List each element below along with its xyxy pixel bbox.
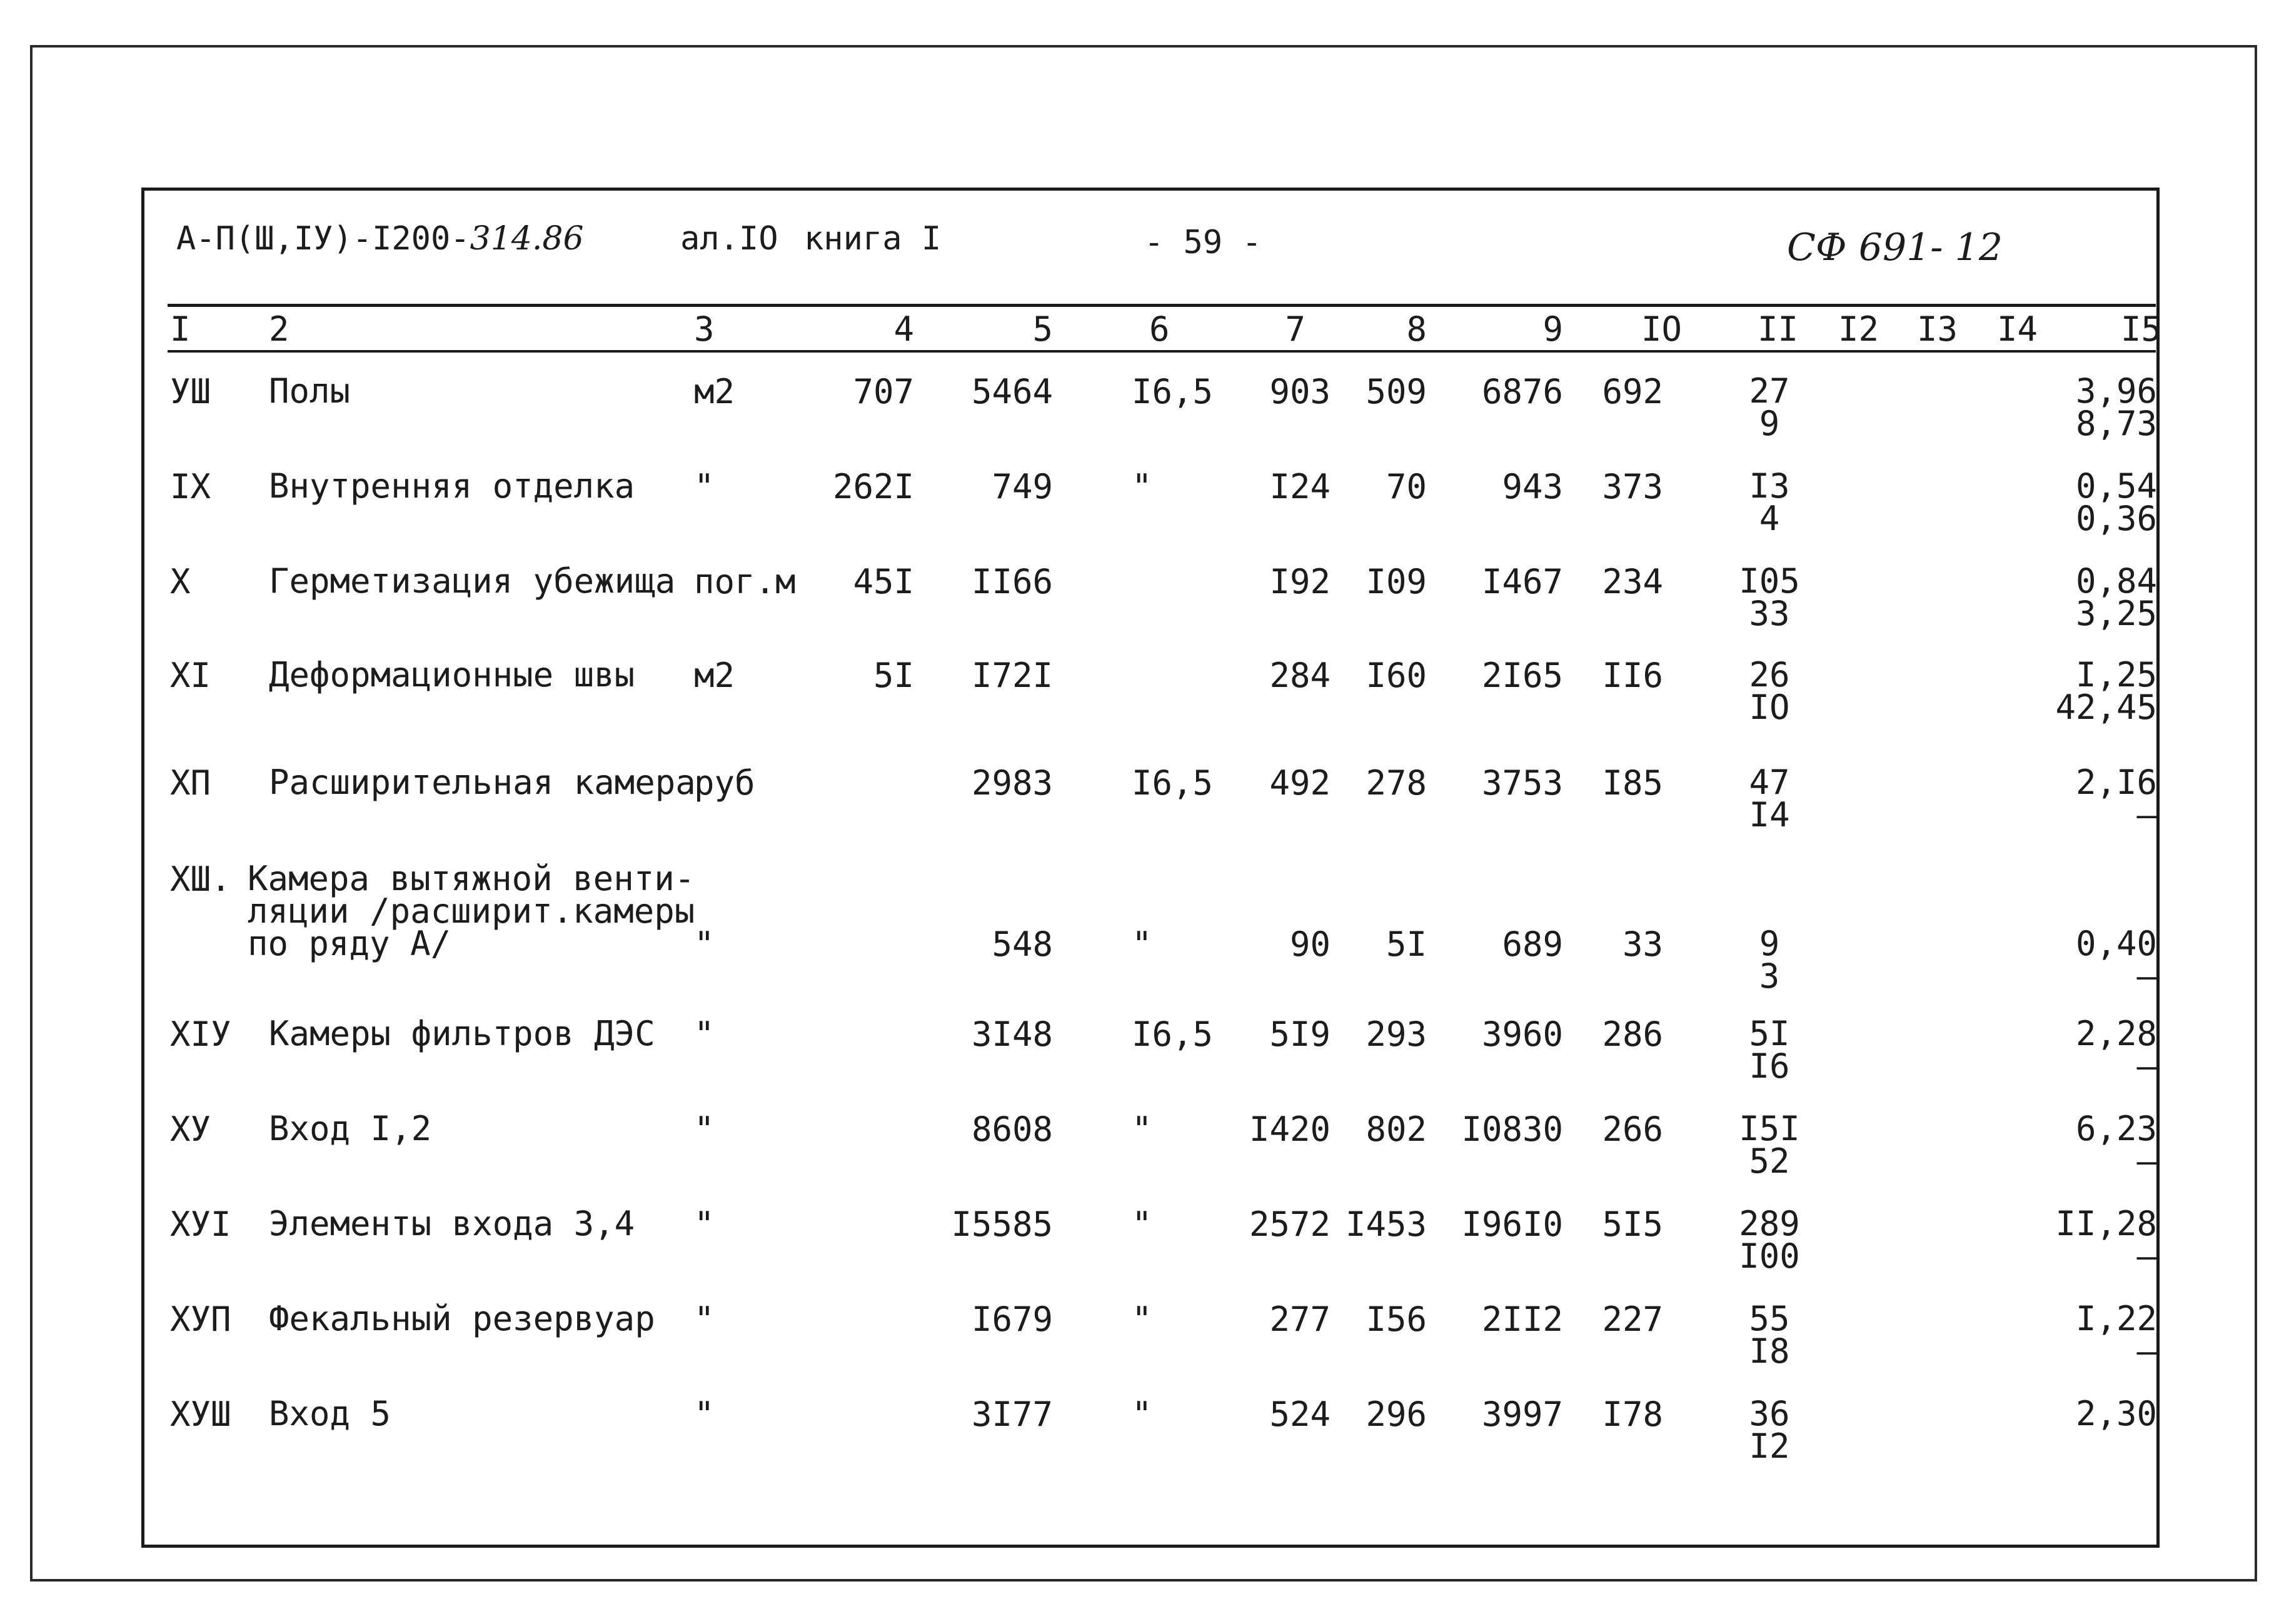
row-name-line: Вход I,2 bbox=[269, 1109, 432, 1148]
cell-c15 bbox=[2075, 371, 2157, 443]
cell-c7: 524 bbox=[1269, 1395, 1331, 1434]
cell-c15 bbox=[2075, 1109, 2157, 1181]
cell-c11-line: 9 bbox=[1759, 404, 1780, 443]
cell-c9: 6876 bbox=[1481, 372, 1563, 411]
row-name-line: Полы bbox=[269, 371, 351, 411]
cell-c11-line: I6 bbox=[1749, 1046, 1790, 1086]
cell-c11-line: 289 bbox=[1739, 1204, 1800, 1243]
cell-c11-line: 5I bbox=[1749, 1014, 1790, 1053]
cell-c15-line: I,22 bbox=[2075, 1299, 2157, 1338]
cell-c15-line: II,28 bbox=[2055, 1204, 2157, 1243]
cell-c15 bbox=[2075, 466, 2157, 538]
cell-c11-line: 27 bbox=[1749, 371, 1790, 411]
cell-unit: " bbox=[694, 1395, 715, 1434]
column-header-4: 4 bbox=[893, 309, 914, 349]
cell-c15 bbox=[2075, 924, 2157, 996]
cell-c5: 8608 bbox=[971, 1110, 1053, 1149]
cell-unit: м2 bbox=[694, 656, 735, 695]
cell-c11-line: 26 bbox=[1749, 655, 1790, 694]
row-number: XУП bbox=[170, 1300, 231, 1339]
cell-c11 bbox=[1726, 466, 1813, 538]
cell-c6: " bbox=[1132, 1110, 1152, 1149]
row-name-line: ляции /расширит.камеры bbox=[248, 891, 695, 931]
cell-c8: 509 bbox=[1366, 372, 1427, 411]
cell-c11 bbox=[1726, 1204, 1813, 1276]
cell-c11 bbox=[1726, 1394, 1813, 1466]
cell-c5: 749 bbox=[992, 467, 1053, 506]
cell-c7: 5I9 bbox=[1269, 1015, 1331, 1054]
cell-c6: I6,5 bbox=[1132, 372, 1214, 411]
cell-unit: м2 bbox=[694, 372, 735, 411]
cell-c5: 3I77 bbox=[971, 1395, 1053, 1434]
cell-c15-line: I,25 bbox=[2075, 655, 2157, 694]
cell-c8: 296 bbox=[1366, 1395, 1427, 1434]
document-code-handwritten: 314.86 bbox=[470, 220, 584, 258]
cell-c5: I679 bbox=[971, 1300, 1053, 1339]
cell-c10: 286 bbox=[1602, 1015, 1663, 1054]
cell-c11-line: 4 bbox=[1759, 499, 1780, 538]
row-number: XУ bbox=[170, 1110, 211, 1149]
column-header-6: 6 bbox=[1149, 309, 1170, 349]
document-code bbox=[176, 220, 584, 258]
cell-c11 bbox=[1726, 1299, 1813, 1371]
page-number: - 59 - bbox=[1144, 224, 1262, 261]
cell-c11-line: I05 bbox=[1739, 561, 1800, 601]
cell-c5: 5464 bbox=[971, 372, 1053, 411]
cell-c15-line: 2,30 bbox=[2075, 1394, 2157, 1433]
row-name-line: Расширительная камера bbox=[269, 763, 696, 802]
cell-c4: 262I bbox=[832, 467, 914, 506]
row-number: X bbox=[170, 562, 191, 601]
cell-c15-line: 0,54 bbox=[2075, 466, 2157, 506]
cell-c15-line: 42,45 bbox=[2055, 688, 2157, 727]
cell-c11-line: 36 bbox=[1749, 1394, 1790, 1433]
column-header-12: I2 bbox=[1838, 309, 1879, 349]
cell-c10: 227 bbox=[1602, 1300, 1663, 1339]
cell-c6: I6,5 bbox=[1132, 763, 1214, 803]
cell-c5: 548 bbox=[992, 925, 1053, 964]
cell-c8: I09 bbox=[1366, 562, 1427, 601]
row-name bbox=[269, 1014, 655, 1053]
row-name bbox=[269, 561, 676, 601]
column-header-10: IO bbox=[1641, 309, 1682, 349]
cell-c9: 3960 bbox=[1481, 1015, 1563, 1054]
cell-c7: I24 bbox=[1269, 467, 1331, 506]
cell-c9: 2I65 bbox=[1481, 656, 1563, 695]
cell-c9: 2II2 bbox=[1481, 1300, 1563, 1339]
cell-c11 bbox=[1726, 561, 1813, 633]
row-number: XУI bbox=[170, 1205, 231, 1244]
cell-c15 bbox=[2075, 1299, 2157, 1371]
cell-c11 bbox=[1726, 1014, 1813, 1086]
column-header-9: 9 bbox=[1542, 309, 1563, 349]
row-number: XП bbox=[170, 763, 211, 803]
column-header-1: I bbox=[170, 309, 191, 349]
cell-c8: I453 bbox=[1345, 1205, 1427, 1244]
cell-c10: 266 bbox=[1602, 1110, 1663, 1149]
cell-c9: 3753 bbox=[1481, 763, 1563, 803]
cell-c8: 70 bbox=[1386, 467, 1427, 506]
book-label: книга I bbox=[804, 220, 942, 258]
cell-c8: 293 bbox=[1366, 1015, 1427, 1054]
cell-c10: I78 bbox=[1602, 1395, 1663, 1434]
cell-c7: 90 bbox=[1289, 925, 1331, 964]
row-name bbox=[269, 1394, 391, 1433]
cell-c11 bbox=[1726, 1109, 1813, 1181]
row-name bbox=[269, 371, 351, 411]
cell-c15-line: 0,84 bbox=[2075, 561, 2157, 601]
cell-c11 bbox=[1726, 924, 1813, 996]
cell-c6: " bbox=[1132, 1300, 1152, 1339]
cell-c10: 234 bbox=[1602, 562, 1663, 601]
cell-c11-line: 55 bbox=[1749, 1299, 1790, 1338]
cell-c8: I60 bbox=[1366, 656, 1427, 695]
cell-c7: 284 bbox=[1269, 656, 1331, 695]
column-header-5: 5 bbox=[1032, 309, 1053, 349]
cell-c11-line: IO bbox=[1749, 688, 1790, 727]
cell-c4: 5I bbox=[873, 656, 914, 695]
cell-c10: 692 bbox=[1602, 372, 1663, 411]
row-number: УШ bbox=[170, 372, 211, 411]
cell-c8: 802 bbox=[1366, 1110, 1427, 1149]
cell-unit: " bbox=[694, 1015, 715, 1054]
row-name-line: Вход 5 bbox=[269, 1394, 391, 1433]
cell-c15 bbox=[2075, 1394, 2157, 1433]
cell-c8: 278 bbox=[1366, 763, 1427, 803]
row-name-line: Камеры фильтров ДЭС bbox=[269, 1014, 655, 1053]
cell-c6: I6,5 bbox=[1132, 1015, 1214, 1054]
cell-c11-line: I00 bbox=[1739, 1236, 1800, 1276]
cell-c15-line: – bbox=[2136, 956, 2157, 996]
cell-c9: I467 bbox=[1481, 562, 1563, 601]
cell-c6: " bbox=[1132, 1205, 1152, 1244]
row-name bbox=[269, 1109, 432, 1148]
row-name-line: Герметизация убежища bbox=[269, 561, 676, 601]
cell-c6: " bbox=[1132, 925, 1152, 964]
cell-c5: 3I48 bbox=[971, 1015, 1053, 1054]
cell-c15-line: 2,28 bbox=[2075, 1014, 2157, 1053]
cell-c5: I72I bbox=[971, 656, 1053, 695]
cell-c15-line: – bbox=[2136, 1331, 2157, 1371]
cell-c11-line: 47 bbox=[1749, 763, 1790, 802]
cell-c11-line: I3 bbox=[1749, 466, 1790, 506]
cell-c10: 373 bbox=[1602, 467, 1663, 506]
cell-c10: II6 bbox=[1602, 656, 1663, 695]
cell-c15-line: 3,25 bbox=[2075, 594, 2157, 633]
cell-c9: I96I0 bbox=[1461, 1205, 1563, 1244]
cell-c15-line: 8,73 bbox=[2075, 404, 2157, 443]
cell-c15-line: – bbox=[2136, 1236, 2157, 1276]
cell-unit: " bbox=[694, 1300, 715, 1339]
column-header-11: II bbox=[1757, 309, 1798, 349]
column-header-8: 8 bbox=[1406, 309, 1427, 349]
cell-c11-line: 33 bbox=[1749, 594, 1790, 633]
cell-c15 bbox=[2055, 1204, 2157, 1276]
archive-stamp: СФ 691- 12 bbox=[1787, 226, 2003, 269]
cell-c5: I5585 bbox=[951, 1205, 1053, 1244]
cell-c15-line: 2,I6 bbox=[2075, 763, 2157, 802]
cell-c15 bbox=[2075, 561, 2157, 633]
header-rule-top bbox=[168, 304, 2156, 307]
cell-c10: 5I5 bbox=[1602, 1205, 1663, 1244]
cell-c11-line: 3 bbox=[1759, 956, 1780, 996]
column-header-14: I4 bbox=[1997, 309, 2038, 349]
cell-unit: руб bbox=[694, 763, 755, 803]
column-header-15: I5 bbox=[2121, 309, 2162, 349]
column-header-3: 3 bbox=[694, 309, 715, 349]
column-header-2: 2 bbox=[269, 309, 289, 349]
row-name-line: Фекальный резервуар bbox=[269, 1299, 655, 1338]
cell-c8: 5I bbox=[1386, 925, 1427, 964]
cell-unit: пог.м bbox=[694, 562, 796, 601]
cell-c11-line: I5I bbox=[1739, 1109, 1800, 1148]
row-number: XIУ bbox=[170, 1015, 231, 1054]
cell-c15-line: 6,23 bbox=[2075, 1109, 2157, 1148]
row-name-line: Камера вытяжной венти- bbox=[248, 859, 695, 898]
row-name bbox=[269, 1204, 635, 1243]
cell-c6: " bbox=[1132, 1395, 1152, 1434]
cell-c7: I420 bbox=[1249, 1110, 1331, 1149]
cell-c6: " bbox=[1132, 467, 1152, 506]
cell-c9: 689 bbox=[1502, 925, 1563, 964]
row-number: XI bbox=[170, 656, 211, 695]
cell-c15-line: 3,96 bbox=[2075, 371, 2157, 411]
cell-c7: 2572 bbox=[1249, 1205, 1331, 1244]
cell-unit: " bbox=[694, 925, 715, 964]
column-header-13: I3 bbox=[1917, 309, 1958, 349]
cell-c7: 903 bbox=[1269, 372, 1331, 411]
row-number: XУШ bbox=[170, 1395, 231, 1434]
cell-c5: 2983 bbox=[971, 763, 1053, 803]
cell-c5: II66 bbox=[971, 562, 1053, 601]
cell-c15-line: – bbox=[2136, 1141, 2157, 1181]
cell-unit: " bbox=[694, 467, 715, 506]
cell-c10: I85 bbox=[1602, 763, 1663, 803]
cell-c15-line: – bbox=[2136, 795, 2157, 835]
row-number: IX bbox=[170, 467, 211, 506]
header-rule-bottom bbox=[168, 350, 2156, 353]
cell-c7: I92 bbox=[1269, 562, 1331, 601]
row-name bbox=[269, 655, 635, 694]
cell-c15-line: 0,40 bbox=[2075, 924, 2157, 963]
cell-c15 bbox=[2075, 1014, 2157, 1086]
cell-c7: 277 bbox=[1269, 1300, 1331, 1339]
cell-c11-line: 9 bbox=[1759, 924, 1780, 963]
cell-c7: 492 bbox=[1269, 763, 1331, 803]
row-number: XШ. bbox=[170, 860, 231, 899]
cell-c9: 943 bbox=[1502, 467, 1563, 506]
row-name bbox=[248, 859, 695, 963]
cell-unit: " bbox=[694, 1205, 715, 1244]
cell-c11 bbox=[1726, 655, 1813, 727]
cell-c4: 45I bbox=[853, 562, 914, 601]
row-name-line: Внутренняя отделка bbox=[269, 466, 635, 506]
row-name-line: по ряду А/ bbox=[248, 924, 451, 963]
cell-c11 bbox=[1726, 371, 1813, 443]
document-code-typed: А-П(Ш,IУ)-I200- bbox=[176, 220, 470, 258]
row-name bbox=[269, 466, 635, 506]
cell-c8: I56 bbox=[1366, 1300, 1427, 1339]
cell-c15 bbox=[2055, 655, 2157, 727]
cell-c11-line: I8 bbox=[1749, 1331, 1790, 1371]
row-name-line: Элементы входа 3,4 bbox=[269, 1204, 635, 1243]
column-header-7: 7 bbox=[1285, 309, 1305, 349]
cell-c9: I0830 bbox=[1461, 1110, 1563, 1149]
row-name bbox=[269, 763, 696, 802]
row-name bbox=[269, 1299, 655, 1338]
cell-c11 bbox=[1726, 763, 1813, 835]
cell-c10: 33 bbox=[1622, 925, 1663, 964]
cell-c11-line: I4 bbox=[1749, 795, 1790, 835]
cell-c15-line: – bbox=[2136, 1046, 2157, 1086]
cell-c15 bbox=[2075, 763, 2157, 835]
album-label: ал.IO bbox=[680, 220, 778, 258]
cell-c15-line: 0,36 bbox=[2075, 499, 2157, 538]
cell-c9: 3997 bbox=[1481, 1395, 1563, 1434]
cell-c11-line: I2 bbox=[1749, 1426, 1790, 1466]
cell-c11-line: 52 bbox=[1749, 1141, 1790, 1181]
row-name-line: Деформационные швы bbox=[269, 655, 635, 694]
cell-c4: 707 bbox=[853, 372, 914, 411]
cell-unit: " bbox=[694, 1110, 715, 1149]
